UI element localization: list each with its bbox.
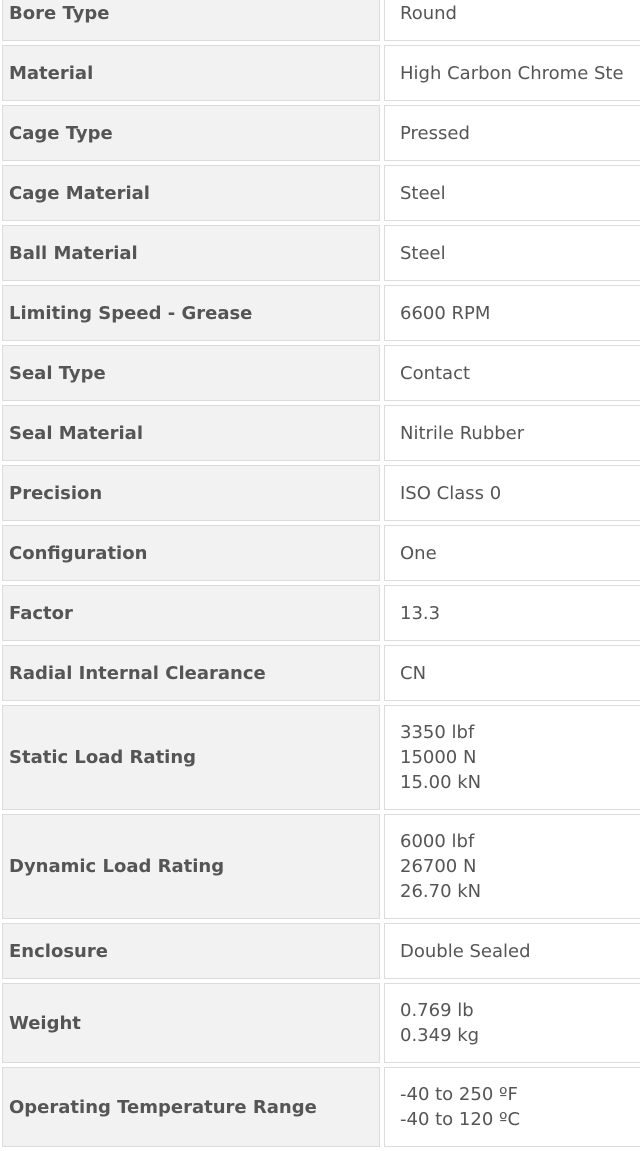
row-label: Bore Type — [2, 0, 380, 41]
row-value: 13.3 — [384, 585, 640, 641]
row-label: Limiting Speed - Grease — [2, 285, 380, 341]
row-label: Seal Type — [2, 345, 380, 401]
row-value: Nitrile Rubber — [384, 405, 640, 461]
table-row — [2, 105, 640, 161]
table-row — [2, 814, 640, 919]
table-row — [2, 1067, 640, 1147]
row-label: Material — [2, 45, 380, 101]
row-value: 0.769 lb 0.349 kg — [384, 983, 640, 1063]
table-row — [2, 525, 640, 581]
row-label: Static Load Rating — [2, 705, 380, 810]
row-label: Ball Material — [2, 225, 380, 281]
row-value: Steel — [384, 225, 640, 281]
row-label: Cage Material — [2, 165, 380, 221]
row-label: Operating Temperature Range — [2, 1067, 380, 1147]
row-label: Weight — [2, 983, 380, 1063]
table-row — [2, 465, 640, 521]
row-label: Radial Internal Clearance — [2, 645, 380, 701]
table-row — [2, 345, 640, 401]
table-row — [2, 165, 640, 221]
row-value: Round — [384, 0, 640, 41]
row-label: Cage Type — [2, 105, 380, 161]
row-label: Dynamic Load Rating — [2, 814, 380, 919]
table-row — [2, 705, 640, 810]
row-value: Double Sealed — [384, 923, 640, 979]
row-value: Pressed — [384, 105, 640, 161]
row-value: Contact — [384, 345, 640, 401]
table-row — [2, 645, 640, 701]
row-value: Steel — [384, 165, 640, 221]
table-row — [2, 45, 640, 101]
table-row — [2, 983, 640, 1063]
table-row — [2, 285, 640, 341]
row-value: High Carbon Chrome Ste — [384, 45, 640, 101]
table-row — [2, 225, 640, 281]
row-value: ISO Class 0 — [384, 465, 640, 521]
table-row — [2, 405, 640, 461]
row-value: One — [384, 525, 640, 581]
table-row — [2, 585, 640, 641]
row-label: Factor — [2, 585, 380, 641]
table-row — [2, 0, 640, 41]
row-label: Enclosure — [2, 923, 380, 979]
row-label: Precision — [2, 465, 380, 521]
row-value: 6000 lbf 26700 N 26.70 kN — [384, 814, 640, 919]
table-row — [2, 923, 640, 979]
row-label: Seal Material — [2, 405, 380, 461]
row-value: CN — [384, 645, 640, 701]
row-label: Configuration — [2, 525, 380, 581]
row-value: 6600 RPM — [384, 285, 640, 341]
row-value: 3350 lbf 15000 N 15.00 kN — [384, 705, 640, 810]
row-value: -40 to 250 ºF -40 to 120 ºC — [384, 1067, 640, 1147]
